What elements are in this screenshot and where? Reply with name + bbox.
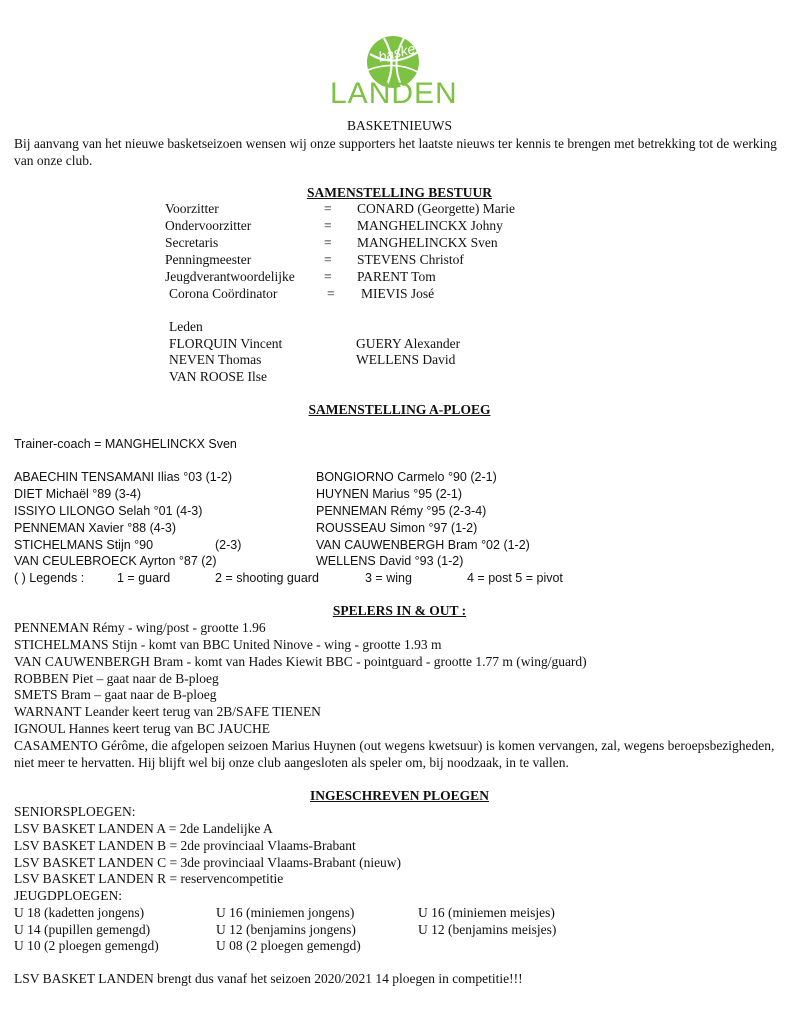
player-entry: ABAECHIN TENSAMANI Ilias °03 (1-2) — [14, 470, 233, 484]
leden-member: NEVEN Thomas — [169, 352, 262, 367]
player-entry: HUYNEN Marius °95 (2-1) — [316, 487, 463, 501]
ploegen-heading: INGESCHREVEN PLOEGEN — [310, 788, 489, 803]
bestuur-eq: = — [324, 252, 332, 267]
youth-team: U 16 (miniemen jongens) — [216, 905, 355, 920]
legend-label: ( ) Legends : — [14, 571, 85, 585]
bestuur-role: Secretaris — [165, 235, 219, 250]
bestuur-name: STEVENS Christof — [357, 252, 464, 267]
bestuur-heading: SAMENSTELLING BESTUUR — [307, 185, 492, 200]
youth-team: U 12 (benjamins jongens) — [216, 922, 356, 937]
legend-wing: 3 = wing — [365, 571, 412, 585]
bestuur-name: MANGHELINCKX Sven — [357, 235, 498, 250]
leden-member: VAN ROOSE Ilse — [169, 369, 268, 384]
bestuur-role: Corona Coördinator — [169, 286, 278, 301]
transfer-line: PENNEMAN Rémy - wing/post - grootte 1.96 — [14, 620, 266, 635]
leden-label: Leden — [169, 319, 203, 334]
jeugd-label: JEUGDPLOEGEN: — [14, 888, 122, 903]
legend-post: 4 = post 5 = pivot — [467, 571, 563, 585]
bestuur-role: Ondervoorzitter — [165, 218, 252, 233]
bestuur-role: Voorzitter — [165, 201, 219, 216]
trainer-coach: Trainer-coach = MANGHELINCKX Sven — [14, 437, 237, 451]
page-title: BASKETNIEUWS — [347, 118, 452, 133]
senior-label: SENIORSPLOEGEN: — [14, 804, 136, 819]
player-entry: ISSIYO LILONGO Selah °01 (4-3) — [14, 504, 203, 518]
player-entry: VAN CEULEBROECK Ayrton °87 (2) — [14, 554, 217, 568]
bestuur-eq: = — [324, 218, 332, 233]
youth-team: U 18 (kadetten jongens) — [14, 905, 145, 920]
youth-team: U 12 (benjamins meisjes) — [418, 922, 557, 937]
transfer-line: STICHELMANS Stijn - komt van BBC United Ninove - wing - grootte 1.93 m — [14, 637, 442, 652]
youth-team: U 08 (2 ploegen gemengd) — [216, 938, 361, 953]
intro-paragraph: Bij aanvang van het nieuwe basketseizoen wensen wij onze supporters het laatste nieuws ter kennis te brengen met betrekking tot de werking van onze club. — [14, 136, 777, 168]
transfer-line: SMETS Bram – gaat naar de B-ploeg — [14, 687, 217, 702]
transfer-line: VAN CAUWENBERGH Bram - komt van Hades Kiewit BBC - pointguard - grootte 1.77 m (wing/guard) — [14, 654, 587, 669]
logo-small-text: basket — [376, 39, 421, 65]
player-entry: PENNEMAN Rémy °95 (2-3-4) — [316, 504, 487, 518]
bestuur-eq: = — [324, 235, 332, 250]
bestuur-role: Penningmeester — [165, 252, 252, 267]
closing-line: LSV BASKET LANDEN brengt dus vanaf het seizoen 2020/2021 14 ploegen in competitie!!! — [14, 971, 523, 986]
leden-member: WELLENS David — [356, 352, 456, 367]
transfer-line: IGNOUL Hannes keert terug van BC JAUCHE — [14, 721, 270, 736]
bestuur-name: CONARD (Georgette) Marie — [357, 201, 515, 216]
senior-team: LSV BASKET LANDEN A = 2de Landelijke A — [14, 821, 273, 836]
spelers-heading: SPELERS IN & OUT : — [332, 603, 467, 618]
logo-big-text: LANDEN — [330, 77, 458, 110]
youth-team: U 10 (2 ploegen gemengd) — [14, 938, 159, 953]
casamento-paragraph: CASAMENTO Gérôme, die afgelopen seizoen Marius Huynen (out wegens kwetsuur) is komen vervangen, zal, wegens beroepsbezigheden, niet meer te hervatten. Hij blijft wel bij onze club aangesloten als speler om, bij noodzaak, in te vallen. — [14, 738, 775, 770]
legend-shooting-guard: 2 = shooting guard — [215, 571, 319, 585]
senior-team: LSV BASKET LANDEN R = reservencompetitie — [14, 871, 284, 886]
leden-member: GUERY Alexander — [356, 336, 461, 351]
player-entry: STICHELMANS Stijn °90 — [14, 538, 154, 552]
player-entry: PENNEMAN Xavier °88 (4-3) — [14, 521, 176, 535]
player-entry: ROUSSEAU Simon °97 (1-2) — [316, 521, 478, 535]
bestuur-eq: = — [324, 201, 332, 216]
bestuur-name: MANGHELINCKX Johny — [357, 218, 503, 233]
bestuur-eq: = — [327, 286, 335, 301]
leden-member: FLORQUIN Vincent — [169, 336, 283, 351]
bestuur-role: Jeugdverantwoordelijke — [165, 269, 295, 284]
senior-team: LSV BASKET LANDEN C = 3de provinciaal Vlaams-Brabant (nieuw) — [14, 855, 402, 870]
transfer-line: ROBBEN Piet – gaat naar de B-ploeg — [14, 671, 219, 686]
senior-team: LSV BASKET LANDEN B = 2de provinciaal Vlaams-Brabant — [14, 838, 356, 853]
bestuur-eq: = — [324, 269, 332, 284]
player-entry: WELLENS David °93 (1-2) — [316, 554, 464, 568]
player-entry: VAN CAUWENBERGH Bram °02 (1-2) — [316, 538, 530, 552]
legend-guard: 1 = guard — [117, 571, 171, 585]
player-entry: DIET Michaël °89 (3-4) — [14, 487, 142, 501]
youth-team: U 14 (pupillen gemengd) — [14, 922, 151, 937]
bestuur-name: MIEVIS José — [361, 286, 435, 301]
player-position: (2-3) — [215, 538, 242, 552]
transfer-line: WARNANT Leander keert terug van 2B/SAFE TIENEN — [14, 704, 321, 719]
youth-team: U 16 (miniemen meisjes) — [418, 905, 555, 920]
player-entry: BONGIORNO Carmelo °90 (2-1) — [316, 470, 497, 484]
bestuur-name: PARENT Tom — [357, 269, 436, 284]
aploeg-heading: SAMENSTELLING A-PLOEG — [308, 402, 491, 417]
